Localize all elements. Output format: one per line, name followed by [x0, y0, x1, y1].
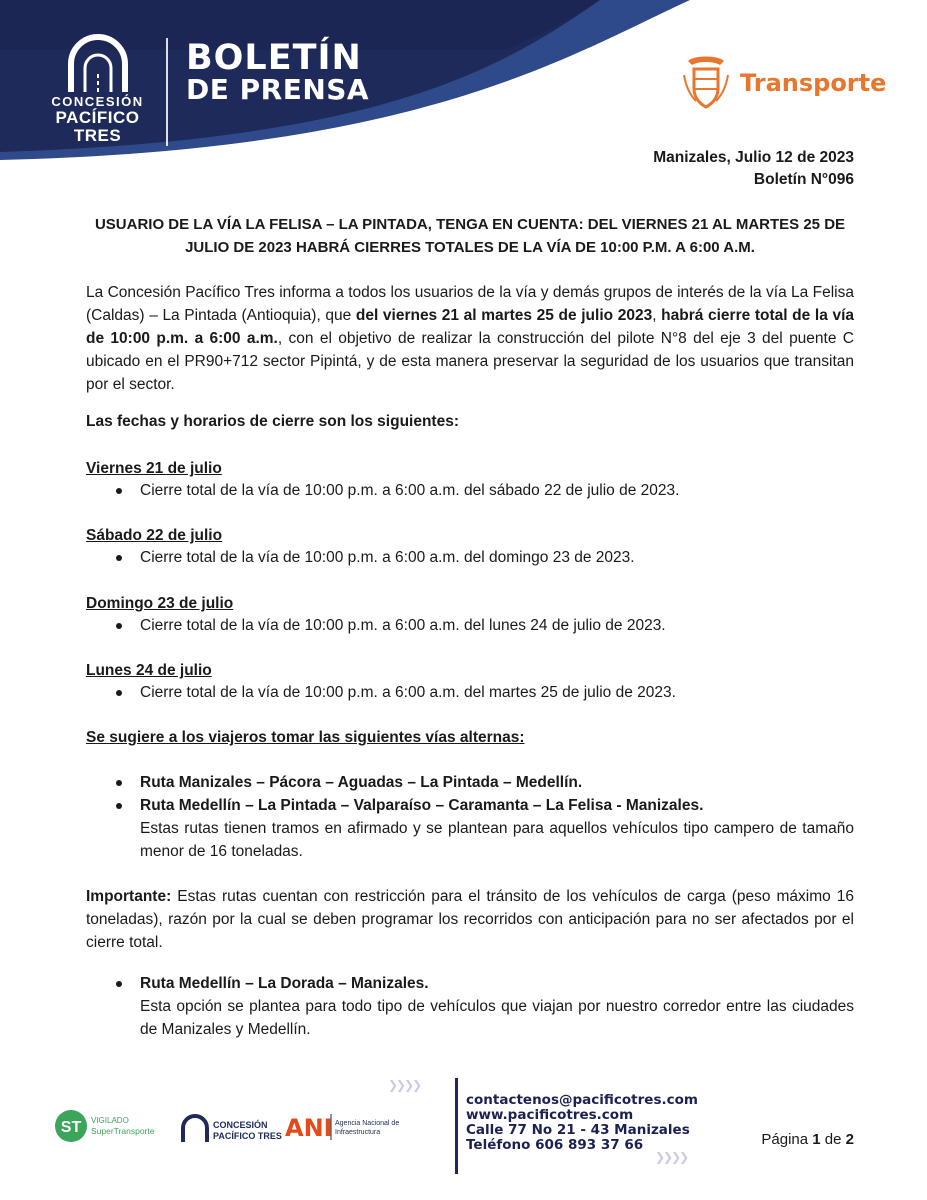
route-note: Estas rutas tienen tramos en afirmado y se plantean para aquellos vehículos tipo campero de tamaño menor de 16 toneladas.	[140, 820, 854, 860]
schedule-item	[86, 593, 854, 637]
headline-line2: JULIO DE 2023 HABRÁ CIERRES TOTALES DE LA VÍA DE 10:00 P.M. A 6:00 A.M.	[185, 239, 755, 256]
intro-text-2: ,	[652, 307, 662, 324]
important-label: Importante:	[86, 888, 172, 905]
ministry-name: Transporte	[740, 69, 887, 97]
banner-divider	[166, 38, 168, 146]
schedule-item	[86, 525, 854, 569]
concesion-footer-logo	[179, 1108, 282, 1148]
schedule-detail: Cierre total de la vía de 10:00 p.m. a 6:00 a.m. del sábado 22 de julio de 2023.	[86, 480, 854, 502]
intro-bold-closure: habrá cierre total de la vía de 10:00 p.m. a 6:00 a.m.	[86, 307, 854, 347]
important-text: Estas rutas cuentan con restricción para el tránsito de los vehículos de carga (peso máximo 16 toneladas), razón por la cual se deben programar los recorridos con anticipación para no ser afectados por el cierre total.	[86, 888, 854, 951]
route-item	[86, 973, 854, 1041]
intro-text-1: La Concesión Pacífico Tres informa a todos los usuarios de la vía y demás grupos de interés de la vía La Felisa (Caldas) – La Pintada (Antioquia), que	[86, 284, 854, 324]
chevrons-decoration: ❯❯❯❯	[655, 1150, 688, 1164]
schedule-detail: Cierre total de la vía de 10:00 p.m. a 6:00 a.m. del martes 25 de julio de 2023.	[86, 682, 854, 704]
route-note: Esta opción se plantea para todo tipo de vehículos que viajan por nuestro corredor entre las ciudades de Manizales y Medellín.	[140, 998, 854, 1038]
date-text: Manizales, Julio 12 de 2023	[653, 149, 854, 166]
contact-website[interactable]: www.pacificotres.com	[466, 1107, 634, 1123]
headline-line1: USUARIO DE LA VÍA LA FELISA – LA PINTADA, TENGA EN CUENTA: DEL VIERNES 21 AL MARTES 25 DE	[94, 216, 846, 233]
bulletin-title-line2: DE PRENSA	[186, 73, 370, 106]
bulletin-title	[186, 38, 370, 106]
schedule-day: Viernes 21 de julio	[86, 460, 222, 477]
tunnel-arch-icon	[67, 34, 129, 92]
ministry-logo	[680, 55, 887, 111]
st-vigilado: VIGILADO	[91, 1116, 129, 1125]
cp-line1: CONCESIÓN	[213, 1120, 268, 1130]
contact-info	[466, 1093, 698, 1153]
schedule-day: Domingo 23 de julio	[86, 595, 234, 612]
coat-of-arms-icon	[680, 55, 732, 111]
page-of: de	[824, 1131, 842, 1148]
schedule-detail: Cierre total de la vía de 10:00 p.m. a 6:00 a.m. del lunes 24 de julio de 2023.	[86, 615, 854, 637]
ani-line2: Infraestructura	[335, 1129, 381, 1136]
intro-text-3: , con el objetivo de realizar la construcción del pilote N°8 del eje 3 del puente C ubicado en el PR90+712 sector Pipintá, y de esta manera preservar la seguridad de los usuarios que transitan por el sector.	[86, 330, 854, 393]
schedule-day: Sábado 22 de julio	[86, 527, 223, 544]
dateline	[653, 147, 854, 191]
page-current: 1	[812, 1131, 821, 1148]
schedule-day: Lunes 24 de julio	[86, 662, 212, 679]
ani-line1: Agencia Nacional de	[335, 1120, 400, 1127]
important-paragraph	[86, 885, 854, 954]
route-name: Ruta Medellín – La Pintada – Valparaíso – Caramanta – La Felisa - Manizales.	[86, 795, 854, 817]
page-indicator	[761, 1131, 854, 1148]
footer-divider	[455, 1078, 458, 1174]
contact-address: Calle 77 No 21 - 43 Manizales	[466, 1122, 690, 1138]
intro-paragraph	[86, 281, 854, 396]
contact-email[interactable]: contactenos@pacificotres.com	[466, 1092, 698, 1108]
schedule-detail: Cierre total de la vía de 10:00 p.m. a 6:00 a.m. del domingo 23 de 2023.	[86, 547, 854, 569]
supertransporte-logo	[55, 1108, 170, 1148]
bulletin-number: Boletín N°096	[753, 171, 854, 188]
brand-name-line2: PACÍFICO TRES	[55, 108, 140, 145]
alternates-heading: Se sugiere a los viajeros tomar las siguientes vías alternas:	[86, 729, 525, 746]
cp-line2: PACÍFICO TRES	[213, 1131, 282, 1141]
route-item	[86, 795, 854, 863]
brand-name-line1: CONCESIÓN	[51, 94, 144, 109]
st-name: SuperTransporte	[91, 1126, 155, 1136]
headline	[86, 213, 854, 259]
page-total: 2	[845, 1131, 854, 1148]
ani-logo	[285, 1108, 400, 1148]
concesion-logo	[30, 34, 165, 144]
route-name: Ruta Medellín – La Dorada – Manizales.	[86, 973, 854, 995]
intro-bold-dates: del viernes 21 al martes 25 de julio 2023	[355, 307, 653, 324]
ani-mark: ANI	[285, 1114, 333, 1142]
chevrons-decoration: ❯❯❯❯	[388, 1078, 421, 1092]
schedule-item	[86, 660, 854, 704]
st-initials: ST	[60, 1119, 82, 1136]
page-word: Página	[761, 1131, 809, 1148]
schedule-heading: Las fechas y horarios de cierre son los siguientes:	[86, 413, 459, 430]
schedule-item	[86, 458, 854, 502]
bulletin-title-line1: BOLETÍN	[186, 38, 362, 78]
route-item	[86, 772, 854, 794]
route-name: Ruta Manizales – Pácora – Aguadas – La Pintada – Medellín.	[86, 772, 854, 794]
contact-phone: Teléfono 606 893 37 66	[466, 1137, 644, 1153]
